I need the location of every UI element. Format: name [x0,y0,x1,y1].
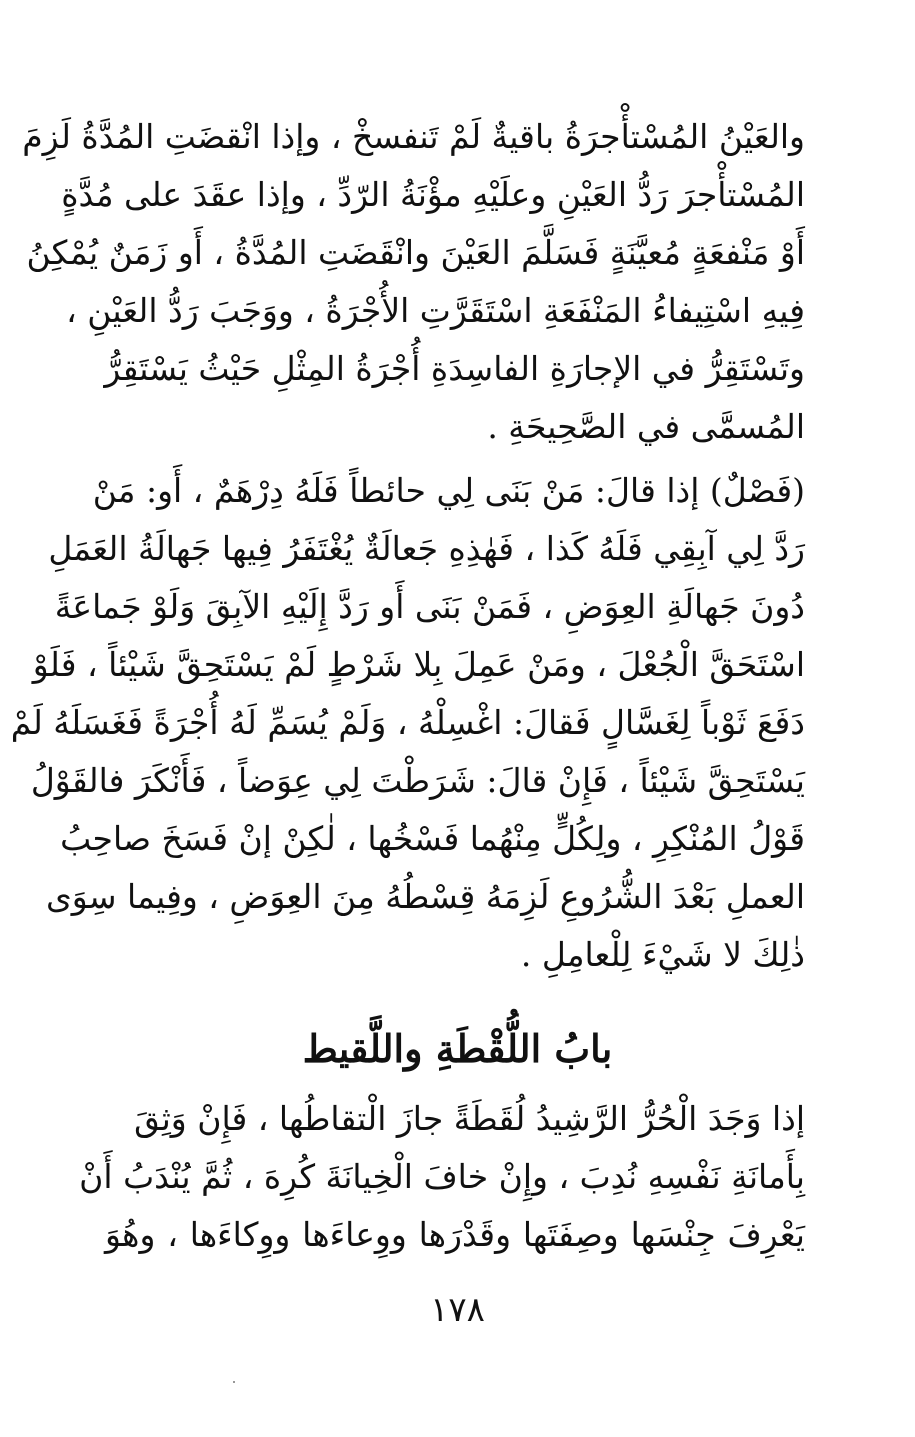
section-opening-line: (فَصْلٌ) إذا قالَ: مَنْ بَنَى لِي حائطاً فَلَهُ دِرْهَمٌ ، أَو: مَنْ [92,471,805,510]
page-number: ١٧٨ [430,1290,485,1330]
paragraph-first-line: إذا وَجَدَ الْحُرُّ الرَّشِيدُ لُقَطَةً جازَ الْتقاطُها ، فَإِنْ وَثِقَ [134,1099,805,1138]
text-line: أَوْ مَنْفعَةٍ مُعيَّنَةٍ فَسَلَّمَ العَيْنَ وانْقَضَتِ المُدَّةُ ، أَو زَمَنٌ يُمْكِنُ [26,233,805,272]
text-line: يَسْتَحِقَّ شَيْئاً ، فَإِنْ قالَ: شَرَطْتَ لِي عِوَضاً ، فَأَنْكَرَ فالقَوْلُ [30,761,805,800]
text-line: المُسْتأْجرَ رَدُّ العَيْنِ وعلَيْهِ مؤْنَةُ الرّدِّ ، وإذا عقَدَ على مُدَّةٍ [61,175,805,214]
text-line: المُسمَّى في الصَّحِيحَةِ . [487,407,805,446]
text-line: دُونَ جَهالَةِ العِوَضِ ، فَمَنْ بَنَى أَو رَدَّ إِلَيْهِ الآبِقَ وَلَوْ جَماعَةً [54,587,805,626]
text-line: يَعْرِفَ جِنْسَها وصِفَتَها وقَدْرَها ووِعاءَها ووِكاءَها ، وهُوَ [105,1215,805,1254]
text-line: بِأَمانَةِ نَفْسِهِ نُدِبَ ، وإِنْ خافَ الْخِيانَةَ كُرِهَ ، ثُمَّ يُنْدَبُ أَنْ [79,1157,805,1196]
text-line: دَفَعَ ثَوْباً لِغَسَّالٍ فَقالَ: اغْسِلْهُ ، وَلَمْ يُسَمِّ لَهُ أُجْرَةً فَغَسَلَهُ لَمْ [10,703,805,742]
text-line: العملِ بَعْدَ الشُّرُوعِ لَزِمَهُ قِسْطُهُ مِنَ العِوَضِ ، وفِيما سِوَى [45,877,805,916]
chapter-heading: بابُ اللُّقْطَةِ واللَّقيط [302,1026,613,1071]
text-line: ذٰلِكَ لا شَيْءَ لِلْعامِلِ . [520,935,805,974]
text-line: اسْتَحَقَّ الْجُعْلَ ، ومَنْ عَمِلَ بِلا شَرْطٍ لَمْ يَسْتَحِقَّ شَيْئاً ، فَلَوْ [32,645,805,684]
text-line: قَوْلُ المُنْكِرِ ، ولِكُلٍّ مِنْهُما فَسْخُها ، لٰكِنْ إنْ فَسَخَ صاحِبُ [60,819,805,858]
text-line: والعَيْنُ المُسْتأْجرَةُ باقيةٌ لَمْ تَنفسخْ ، وإذا انْقضَتِ المُدَّةُ لَزِمَ [22,117,805,156]
text-line: فِيهِ اسْتِيفاءُ المَنْفَعَةِ اسْتَقَرَّتِ الأُجْرَةُ ، ووَجَبَ رَدُّ العَيْنِ ، [66,291,805,330]
text-line: وتَسْتَقِرُّ في الإجارَةِ الفاسِدَةِ أُجْرَةُ المِثْلِ حَيْثُ يَسْتَقِرُّ [104,349,805,388]
scan-speck [233,1381,235,1383]
text-line: رَدَّ لِي آبِقِي فَلَهُ كَذا ، فَهٰذِهِ جَعالَةٌ يُغْتَفَرُ فِيها جَهالَةُ العَمَلِ [48,529,805,568]
